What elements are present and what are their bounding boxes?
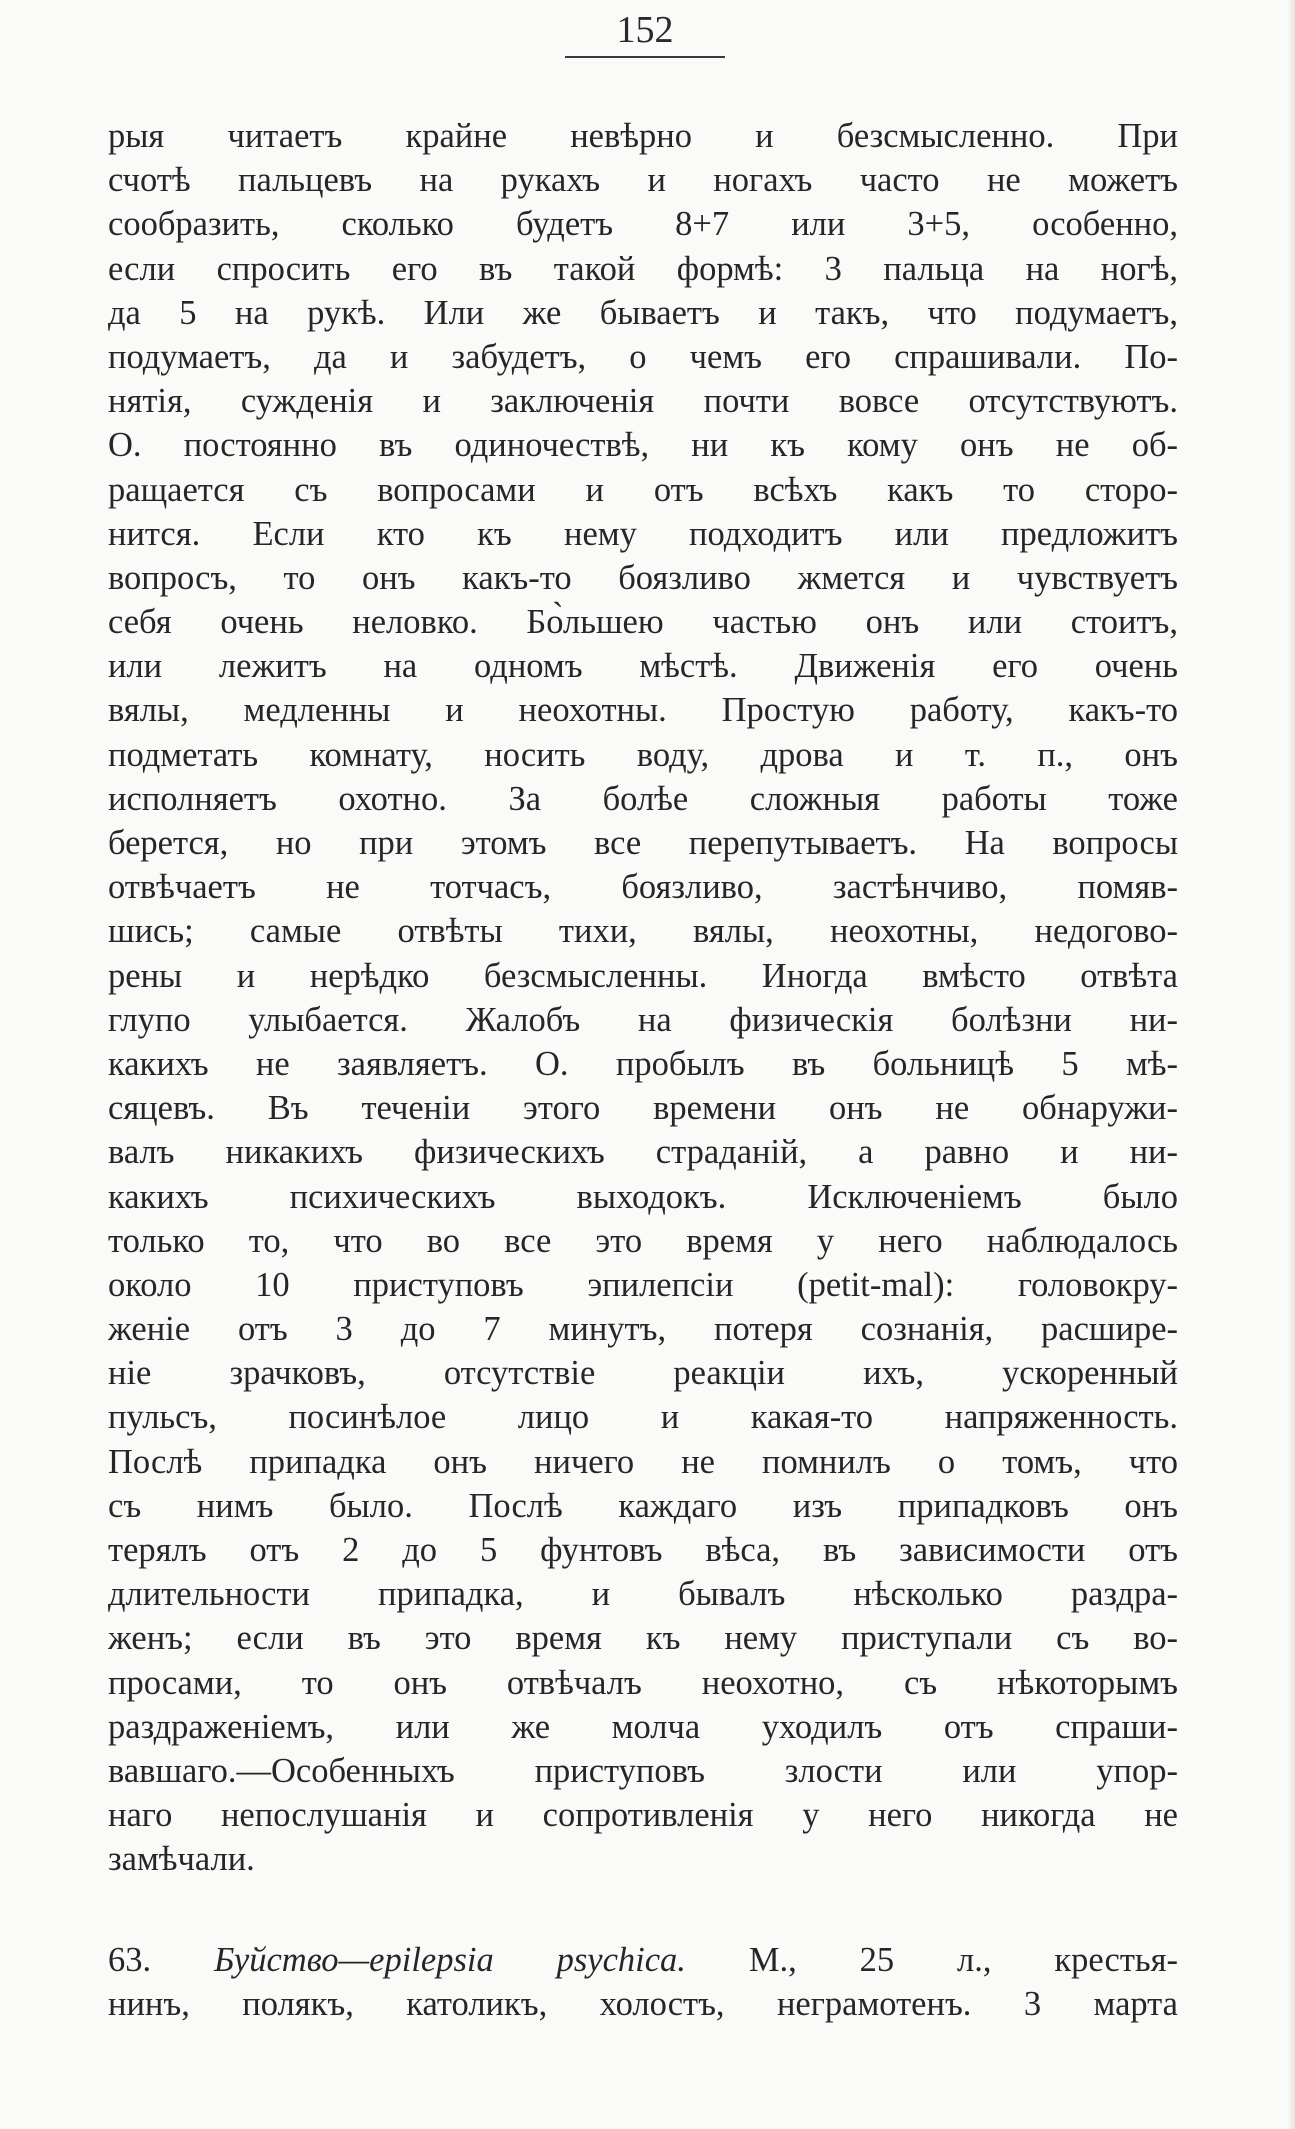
text-line: сяцевъ. Въ теченіи этого времени онъ не обнаружи- bbox=[108, 1089, 1178, 1128]
text-line: вопросъ, то онъ какъ-то боязливо жмется и чувствуетъ bbox=[108, 558, 1178, 597]
text-line: съ нимъ было. Послѣ каждаго изъ припадковъ онъ bbox=[108, 1486, 1178, 1525]
text-line: берется, но при этомъ все перепутываетъ. На вопросы bbox=[108, 824, 1178, 862]
text-line: ращается съ вопросами и отъ всѣхъ какъ то сторо- bbox=[108, 470, 1178, 509]
text-line: если спросить его въ такой формѣ: 3 пальца на ногѣ, bbox=[108, 249, 1178, 288]
text-line: подметать комнату, носить воду, дрова и т. п., онъ bbox=[108, 735, 1178, 774]
text-line: или лежитъ на одномъ мѣстѣ. Движенія его очень bbox=[108, 647, 1178, 686]
text-line: наго непослушанія и сопротивленія у него никогда не bbox=[108, 1796, 1178, 1835]
text-line: исполняетъ охотно. За болѣе сложныя работы тоже bbox=[108, 779, 1178, 818]
paragraph-body bbox=[108, 114, 1178, 1882]
text-line: себя очень неловко. Бо̀льшею частью онъ или стоитъ, bbox=[108, 603, 1178, 642]
text-line: только то, что во все это время у него наблюдалось bbox=[108, 1221, 1178, 1260]
text-line: какихъ психическихъ выходокъ. Исключеніемъ было bbox=[108, 1177, 1178, 1216]
text-line: длительности припадка, и бывалъ нѣсколько раздра- bbox=[108, 1575, 1178, 1614]
text-line: Послѣ припадка онъ ничего не помнилъ о томъ, что bbox=[108, 1442, 1178, 1481]
case-section bbox=[108, 1938, 1178, 2026]
text-line: рены и нерѣдко безсмысленны. Иногда вмѣсто отвѣта bbox=[108, 956, 1178, 995]
text-line: рыя читаетъ крайне невѣрно и безсмысленно. При bbox=[108, 117, 1178, 155]
text-line: глупо улыбается. Жалобъ на физическія болѣзни ни- bbox=[108, 1000, 1178, 1039]
case-line: нинъ, полякъ, католикъ, холостъ, неграмотенъ. 3 марта bbox=[108, 1985, 1178, 2024]
text-line: пульсъ, посинѣлое лицо и какая-то напряженность. bbox=[108, 1398, 1178, 1437]
text-line: валъ никакихъ физическихъ страданій, а равно и ни- bbox=[108, 1133, 1178, 1172]
text-line: женіе отъ 3 до 7 минутъ, потеря сознанія, расшире- bbox=[108, 1310, 1178, 1349]
case-title: Буйство—epilepsia psychica. bbox=[214, 1941, 686, 1979]
text-line: ніе зрачковъ, отсутствіе реакціи ихъ, ускоренный bbox=[108, 1354, 1178, 1393]
case-number: 63. bbox=[108, 1941, 152, 1979]
text-line: да 5 на рукѣ. Или же бываетъ и такъ, что подумаетъ, bbox=[108, 293, 1178, 332]
case-heading-rest: М., 25 л., крестья- bbox=[748, 1941, 1178, 1979]
text-line: нится. Если кто къ нему подходитъ или предложитъ bbox=[108, 514, 1178, 553]
text-line: вавшаго.—Особенныхъ приступовъ злости или упор- bbox=[108, 1751, 1178, 1790]
scan-edge bbox=[1287, 0, 1295, 2129]
case-heading-line bbox=[108, 1938, 1178, 1982]
text-line: отвѣчаетъ не тотчасъ, боязливо, застѣнчиво, помяв- bbox=[108, 868, 1178, 907]
text-line: О. постоянно въ одиночествѣ, ни къ кому онъ не об- bbox=[108, 426, 1178, 465]
page-number: 152 bbox=[616, 9, 674, 51]
text-line: женъ; если въ это время къ нему приступали съ во- bbox=[108, 1619, 1178, 1658]
text-line: подумаетъ, да и забудетъ, о чемъ его спрашивали. По- bbox=[108, 337, 1178, 376]
header-rule bbox=[565, 56, 725, 58]
text-line: вялы, медленны и неохотны. Простую работу, какъ-то bbox=[108, 691, 1178, 730]
text-line: замѣчали. bbox=[108, 1840, 255, 1879]
text-line: раздраженіемъ, или же молча уходилъ отъ спраши- bbox=[108, 1707, 1178, 1746]
text-line: шись; самые отвѣты тихи, вялы, неохотны, недогово- bbox=[108, 912, 1178, 951]
text-line: какихъ не заявляетъ. О. пробылъ въ больницѣ 5 мѣ- bbox=[108, 1044, 1178, 1083]
text-line: сообразить, сколько будетъ 8+7 или 3+5, особенно, bbox=[108, 205, 1178, 244]
text-line: терялъ отъ 2 до 5 фунтовъ вѣса, въ зависимости отъ bbox=[108, 1531, 1178, 1569]
text-line: счотѣ пальцевъ на рукахъ и ногахъ часто не можетъ bbox=[108, 161, 1178, 200]
text-line: около 10 приступовъ эпилепсіи (petit-mal): головокру- bbox=[108, 1265, 1178, 1304]
text-line: просами, то онъ отвѣчалъ неохотно, съ нѣкоторымъ bbox=[108, 1663, 1178, 1702]
text-line: нятія, сужденія и заключенія почти вовсе отсутствуютъ. bbox=[108, 382, 1178, 421]
